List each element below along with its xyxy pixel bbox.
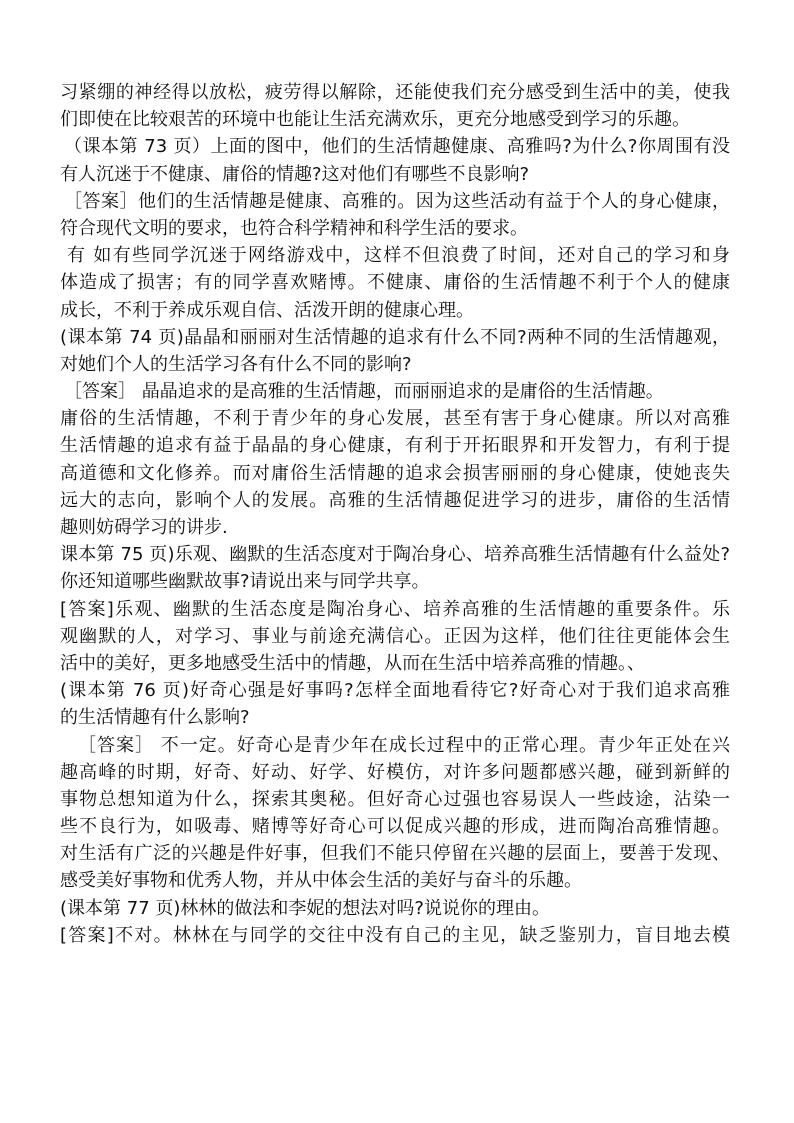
text-line: 趣则妨碍学习的讲步. — [60, 517, 228, 538]
text-line: 趣高峰的时期，好奇、好动、好学、好模仿，对许多问题都感兴趣，碰到新鲜的 — [60, 761, 730, 783]
text-line: (课本第 74 页)晶晶和丽丽对生活情趣的追求有什么不同?两种不同的生活情趣观， — [60, 326, 730, 348]
text-line: 的生活情趣有什么影响? — [60, 707, 250, 729]
text-line: 习紧绷的神经得以放松，疲劳得以解除，还能使我们充分感受到生活中的美，使我 — [60, 82, 730, 103]
document-page — [60, 79, 730, 949]
text-line: ［答案］ 晶晶追求的是高雅的生活情趣，而丽丽追求的是庸俗的生活情趣。 — [64, 381, 664, 403]
text-line: 远大的志向，影响个人的发展。高雅的生活情趣促进学习的进步，庸俗的生活情 — [60, 489, 730, 511]
text-line: 们即使在比较艰苦的环境中也能让生活充满欢乐，更充分地感受到学习的乐趣。 — [60, 109, 690, 131]
text-line: 成长，不利于养成乐观自信、活泼开朗的健康心理。 — [60, 299, 474, 321]
text-line: 对生活有广泛的兴趣是件好事，但我们不能只停留在兴趣的层面上，要善于发现、 — [60, 843, 730, 865]
text-line: (课本第 77 页)林林的做法和李妮的想法对吗?说说你的理由。 — [60, 897, 550, 919]
text-line: 生活情趣的追求有益于晶晶的身心健康，有利于开拓眼界和开发智力，有利于提 — [60, 435, 730, 457]
text-line: 观幽默的人，对学习、事业与前途充满信心。正因为这样，他们往往更能体会生 — [60, 625, 730, 647]
text-line: 高道德和文化修养。而对庸俗生活情趣的追求会损害丽丽的身心健康，使她丧失 — [60, 462, 730, 484]
text-line: 有人沉迷于不健康、庸俗的情趣?这对他们有哪些不良影响? — [60, 163, 530, 185]
text-line: 些不良行为，如吸毒、赌博等好奇心可以促成兴趣的形成，进而陶冶高雅情趣。 — [60, 816, 730, 838]
text-line: 体造成了损害；有的同学喜欢赌博。不健康、庸俗的生活情趣不利于个人的健康 — [60, 272, 730, 294]
text-line: 庸俗的生活情趣，不利于青少年的身心发展，甚至有害于身心健康。所以对高雅 — [60, 408, 730, 430]
text-line: 活中的美好，更多地感受生活中的情趣，从而在生活中培养高雅的情趣。、 — [60, 652, 645, 674]
text-line: 有 如有些同学沉迷于网络游戏中，这样不但浪费了时间，还对自己的学习和身 — [67, 245, 730, 267]
text-line: ［答案］ 不一定。好奇心是青少年在成长过程中的正常心理。青少年正处在兴 — [78, 734, 730, 756]
text-line: (课本第 76 页)好奇心强是好事吗?怎样全面地看待它?好奇心对于我们追求高雅 — [60, 680, 730, 702]
text-line: 符合现代文明的要求，也符合科学精神和科学生活的要求。 — [60, 217, 528, 239]
text-line: ［答案］他们的生活情趣是健康、高雅的。因为这些活动有益于个人的身心健康， — [64, 190, 730, 212]
text-line: 感受美好事物和优秀人物，并从中体会生活的美好与奋斗的乐趣。 — [60, 870, 582, 892]
text-line: [答案]乐观、幽默的生活态度是陶冶身心、培养高雅的生活情趣的重要条件。乐 — [60, 598, 730, 620]
text-line: 你还知道哪些幽默故事?请说出来与同学共享。 — [60, 571, 430, 593]
text-line: 课本第 75 页)乐观、幽默的生活态度对于陶冶身心、培养高雅生活情趣有什么益处? — [60, 544, 730, 566]
text-line: 对她们个人的生活学习各有什么不同的影响? — [60, 353, 412, 375]
text-line: 事物总想知道为什么，探索其奥秘。但好奇心过强也容易误人一些歧途，沾染一 — [60, 788, 730, 810]
text-line: （课本第 73 页）上面的图中，他们的生活情趣健康、高雅吗?为什么?你周围有没 — [64, 136, 730, 158]
text-line: [答案]不对。林林在与同学的交往中没有自己的主见，缺乏鉴别力，盲目地去模 — [60, 924, 730, 946]
